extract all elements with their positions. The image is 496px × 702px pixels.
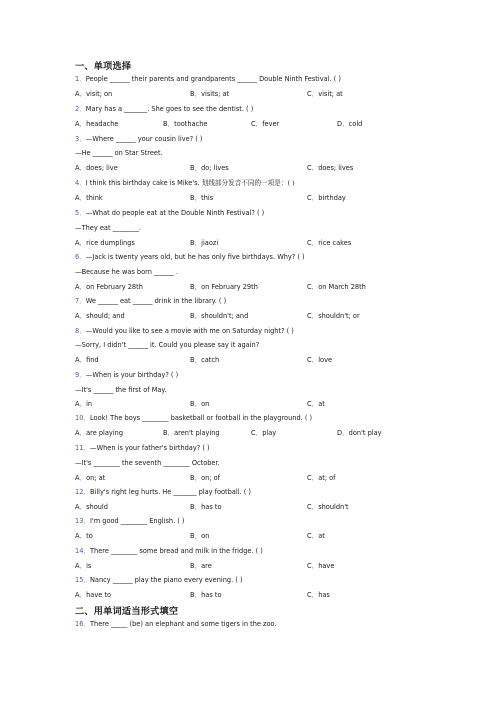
question-5-line-2: —They eat ________. (75, 224, 142, 232)
option-c: C．rice cakes (307, 239, 352, 247)
question-8 (75, 327, 294, 335)
question-number: 4． (75, 179, 86, 187)
question-text: People ______ their parents and grandparents ______ Double Ninth Festival. ( ) (85, 75, 341, 83)
question-5 (75, 209, 264, 217)
question-number: 3． (75, 135, 86, 143)
option-c: C．at (307, 400, 325, 408)
question-15 (75, 576, 243, 584)
option-a: A．have to (75, 591, 111, 599)
question-10 (75, 414, 312, 422)
question-text: Billy's right leg hurts. He _______ play football. ( ) (89, 488, 251, 496)
question-text: —Jack is twenty years old, but he has only five birthdays. Why? ( ) (85, 253, 305, 261)
question-13 (75, 517, 185, 525)
option-b: B．do; lives (190, 164, 229, 172)
option-c: C．does; lives (307, 164, 354, 172)
question-number: 14． (75, 547, 90, 555)
option-c: C．visit; at (307, 90, 343, 98)
option-b: B．this (190, 194, 214, 202)
option-c: C．love (307, 356, 333, 364)
option-a: A．in (75, 400, 93, 408)
question-number: 16． (75, 620, 90, 628)
question-3 (75, 135, 203, 143)
question-number: 1． (75, 75, 86, 83)
question-number: 5． (75, 209, 86, 217)
question-11-line-2: —It's ________ the seventh ________ October. (75, 459, 220, 467)
question-instruction-cn: 划线部分发音不同的一项是：( ) (201, 179, 295, 187)
question-number: 9． (75, 371, 86, 379)
question-text: —What do people eat at the Double Ninth Festival? ( ) (85, 209, 265, 217)
option-c: C．fever (251, 120, 280, 128)
option-a: A．on; at (75, 474, 106, 482)
option-c: C．at (307, 532, 325, 540)
option-b: B．has to (190, 591, 222, 599)
question-1 (75, 75, 341, 83)
question-number: 7． (75, 297, 86, 305)
question-16 (75, 620, 277, 628)
option-b: B．has to (190, 503, 222, 511)
question-8-line-2: —Sorry, I didn't ______ it. Could you please say it again? (75, 341, 260, 349)
question-6-line-2: —Because he was born ______ . (75, 268, 178, 276)
option-d: D．cold (337, 120, 363, 128)
option-b: B．jiaozi (190, 239, 219, 247)
option-a: A．to (75, 532, 93, 540)
section-title-fill-blank: 二、用单词适当形式填空 (75, 606, 179, 617)
option-a: A．think (75, 194, 103, 202)
question-text: I think this birthday cake is Mike's. (85, 179, 202, 187)
option-c: C．shouldn't; or (307, 312, 360, 320)
question-11 (75, 444, 210, 452)
question-7 (75, 297, 226, 305)
question-4 (75, 179, 295, 187)
question-number: 6． (75, 253, 86, 261)
option-a: A．headache (75, 120, 119, 128)
option-b: B．visits; at (190, 90, 230, 98)
question-text: —When is your father's birthday? ( ) (89, 444, 210, 452)
question-text: —When is your birthday? ( ) (85, 371, 179, 379)
question-text: Look! The boys ________ basketball or football in the playground. ( ) (89, 414, 313, 422)
option-b: B．aren't playing (163, 429, 220, 437)
option-b: B．toothache (163, 120, 208, 128)
question-number: 13． (75, 517, 90, 525)
option-b: B．are (190, 562, 212, 570)
question-14 (75, 547, 263, 555)
section-title-single-choice: 一、单项选择 (75, 61, 132, 72)
option-b: B．on February 29th (190, 283, 258, 291)
question-number: 2． (75, 105, 86, 113)
option-a: A．is (75, 562, 92, 570)
question-number: 15． (75, 576, 90, 584)
question-text: There ________ some bread and milk in the fridge. ( ) (89, 547, 263, 555)
question-text: I'm good ________ English. ( ) (89, 517, 185, 525)
question-text: —Would you like to see a movie with me on Saturday night? ( ) (85, 327, 294, 335)
option-a: A．are playing (75, 429, 124, 437)
option-c: C．birthday (307, 194, 346, 202)
option-a: A．rice dumplings (75, 239, 135, 247)
question-2 (75, 105, 253, 113)
question-text: There _____ (be) an elephant and some tigers in the zoo. (89, 620, 277, 628)
option-a: A．on February 28th (75, 283, 143, 291)
question-text: —Where ______ your cousin live? ( ) (85, 135, 203, 143)
option-b: B．on (190, 400, 210, 408)
question-6 (75, 253, 305, 261)
option-c: C．on March 28th (307, 283, 366, 291)
option-b: B．catch (190, 356, 220, 364)
option-c: C．has (307, 591, 330, 599)
option-a: A．does; live (75, 164, 118, 172)
option-c: C．at; of (307, 474, 336, 482)
option-c: C．shouldn't (307, 503, 349, 511)
option-d: D．don't play (337, 429, 382, 437)
option-a: A．find (75, 356, 99, 364)
question-text: Nancy ______ play the piano every evening. ( ) (89, 576, 243, 584)
option-b: B．on (190, 532, 210, 540)
question-12 (75, 488, 251, 496)
option-a: A．visit; on (75, 90, 113, 98)
option-b: B．shouldn't; and (190, 312, 249, 320)
question-text: Mary has a _______. She goes to see the dentist. ( ) (85, 105, 254, 113)
question-3-line-2: —He ______ on Star Street. (75, 149, 163, 157)
option-c: C．play (251, 429, 277, 437)
question-text: We ______ eat ______ drink in the library. ( ) (85, 297, 227, 305)
question-9-line-2: —It's ______ the first of May. (75, 386, 167, 394)
question-number: 11． (75, 444, 90, 452)
question-9 (75, 371, 178, 379)
option-a: A．should; and (75, 312, 125, 320)
question-number: 12． (75, 488, 90, 496)
question-number: 8． (75, 327, 86, 335)
option-b: B．on; of (190, 474, 221, 482)
option-c: C．have (307, 562, 335, 570)
question-number: 10． (75, 414, 90, 422)
option-a: A．should (75, 503, 108, 511)
